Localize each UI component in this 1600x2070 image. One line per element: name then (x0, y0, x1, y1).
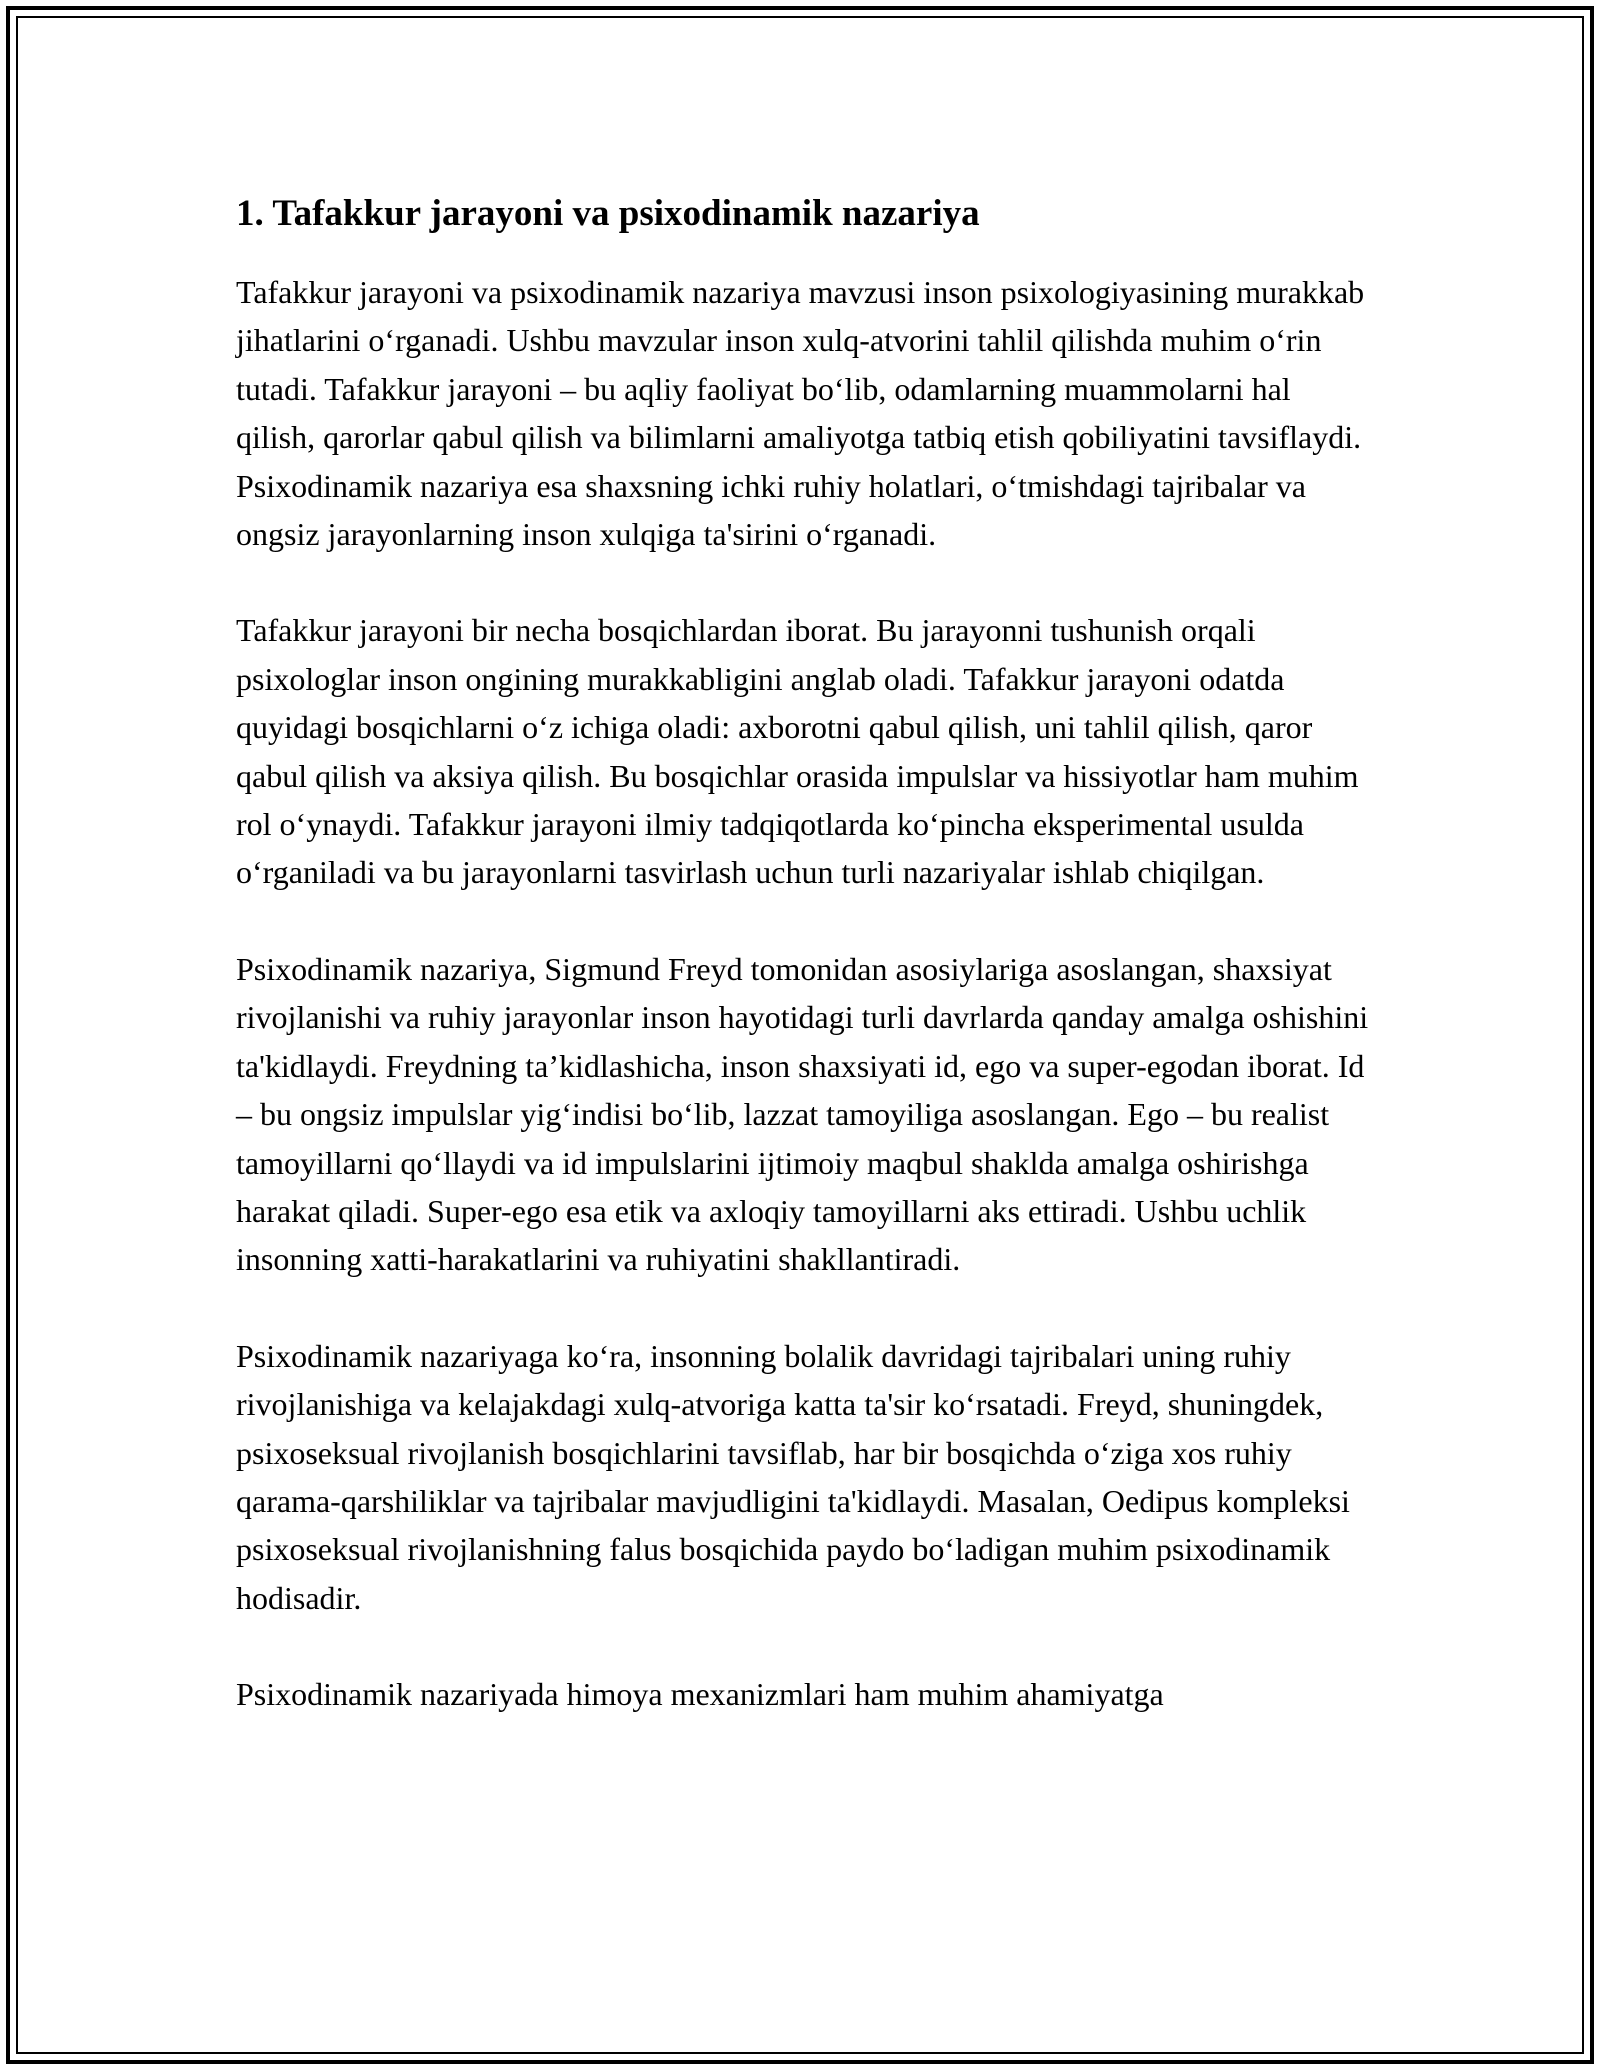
paragraph-1: Tafakkur jarayoni va psixodinamik nazariya mavzusi inson psixologiyasining murakkab jihatlarini o‘rganadi. Ushbu mavzular inson xulq-atvorini tahlil qilishda muhim o‘rin tutadi. Tafakkur jarayoni – bu aqliy faoliyat bo‘lib, odamlarning muammolarni hal qilish, qarorlar qabul qilish va bilimlarni amaliyotga tatbiq etish qobiliyatini tavsiflaydi. Psixodinamik nazariya esa shaxsning ichki ruhiy holatlari, o‘tmishdagi tajribalar va ongsiz jarayonlarning inson xulqiga ta'sirini o‘rganadi. (236, 274, 1365, 553)
paragraph-2: Tafakkur jarayoni bir necha bosqichlardan iborat. Bu jarayonni tushunish orqali psixologlar inson ongining murakkabligini anglab oladi. Tafakkur jarayoni odatda quyidagi bosqichlarni o‘z ichiga oladi: axborotni qabul qilish, uni tahlil qilish, qaror qabul qilish va aksiya qilish. Bu bosqichlar orasida impulslar va hissiyotlar ham muhim rol o‘ynaydi. Tafakkur jarayoni ilmiy tadqiqotlarda ko‘pincha eksperimental usulda o‘rganiladi va bu jarayonlarni tasvirlash uchun turli nazariyalar ishlab chiqilgan. (236, 612, 1359, 891)
section-title: 1. Tafakkur jarayoni va psixodinamik nazariya (236, 193, 980, 234)
paragraph-3: Psixodinamik nazariya, Sigmund Freyd tomonidan asosiylariga asoslangan, shaxsiyat rivojlanishi va ruhiy jarayonlar inson hayotidagi turli davrlarda qanday amalga oshishini ta'kidlaydi. Freydning ta’kidlashicha, inson shaxsiyati id, ego va super-egodan iborat. Id – bu ongsiz impulslar yig‘indisi bo‘lib, lazzat tamoyiliga asoslangan. Ego – bu realist tamoyillarni qo‘llaydi va id impulslarini ijtimoiy maqbul shaklda amalga oshirishga harakat qiladi. Super-ego esa etik va axloqiy tamoyillarni aks ettiradi. Ushbu uchlik insonning xatti-harakatlarini va ruhiyatini shakllantiradi. (236, 950, 1369, 1278)
paragraph-5: Psixodinamik nazariyada himoya mexanizmlari ham muhim ahamiyatga (236, 1676, 1164, 1713)
paragraph-4: Psixodinamik nazariyaga ko‘ra, insonning bolalik davridagi tajribalari uning ruhiy rivojlanishiga va kelajakdagi xulq-atvoriga katta ta'sir ko‘rsatadi. Freyd, shuningdek, psixoseksual rivojlanish bosqichlarini tavsiflab, har bir bosqichda o‘ziga xos ruhiy qarama-qarshiliklar va tajribalar mavjudligini ta'kidlaydi. Masalan, Oedipus kompleksi psixoseksual rivojlanishning falus bosqichida paydo bo‘ladigan muhim psixodinamik hodisadir. (236, 1337, 1350, 1616)
document-body (236, 186, 1376, 1719)
